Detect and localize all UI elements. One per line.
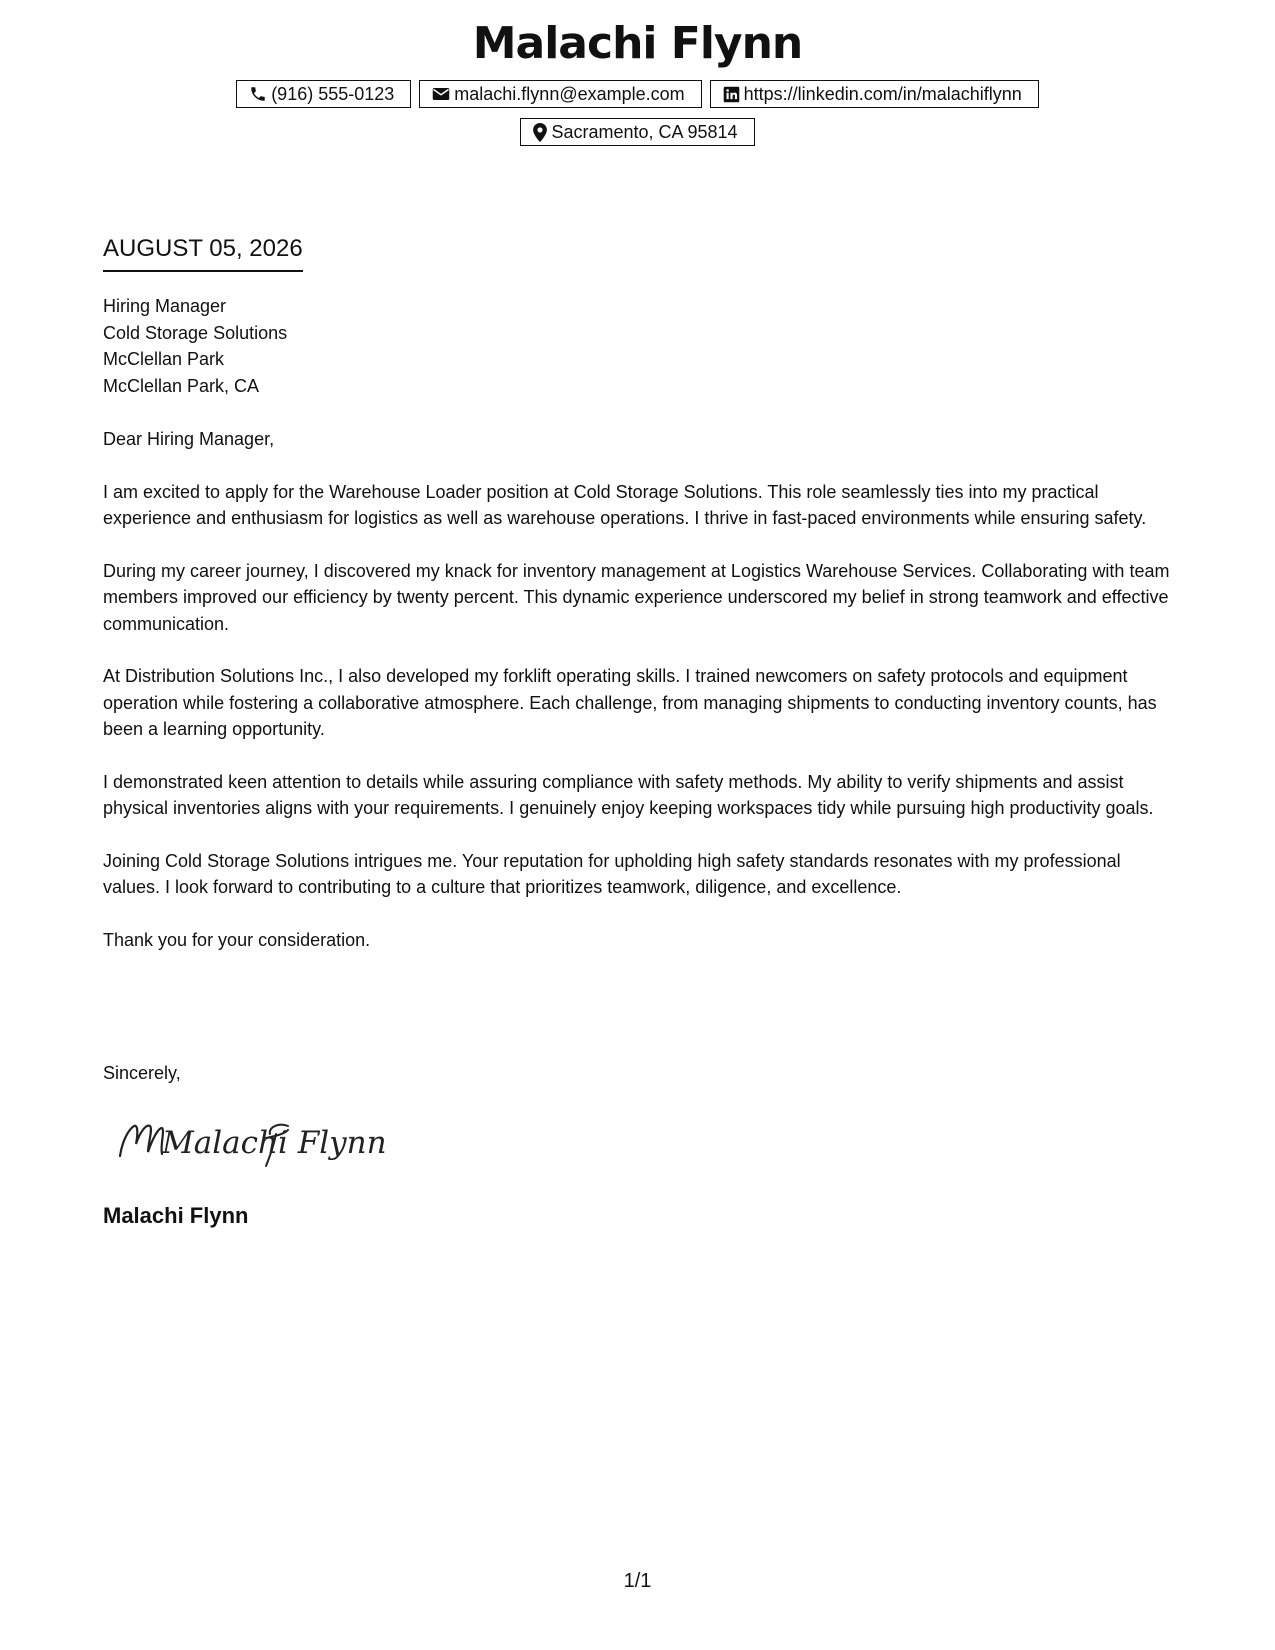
body-paragraph: At Distribution Solutions Inc., I also developed my forklift operating skills. I trained newcomers on safety protocols and equipment operation while fostering a collaborative atmosphere. Each challenge, from managing shipments to conducting inventory counts, has been a learning opportunity. <box>103 666 1157 739</box>
salutation: Dear Hiring Manager, <box>103 429 275 449</box>
envelope-icon <box>432 86 450 102</box>
applicant-name: Malachi Flynn <box>472 18 803 69</box>
page-indicator: 1/1 <box>623 1570 652 1592</box>
email-chip <box>419 80 701 108</box>
phone-text: (916) 555-0123 <box>271 83 395 104</box>
body-paragraph: I demonstrated keen attention to details while assuring compliance with safety methods. My ability to verify shipments and assist physical inventories aligns with your requirements. I genuinely enjoy keeping workspaces tidy while pursuing high productivity goals. <box>103 771 1154 818</box>
linkedin-text: https://linkedin.com/in/malachiflynn <box>743 83 1022 104</box>
phone-icon <box>249 85 267 103</box>
email-text: malachi.flynn@example.com <box>454 83 685 104</box>
location-text: Sacramento, CA 95814 <box>551 121 738 142</box>
recipient-company: Cold Storage Solutions <box>103 322 288 343</box>
recipient-title: Hiring Manager <box>103 296 227 316</box>
phone-chip <box>236 80 411 108</box>
thank-you-line: Thank you for your consideration. <box>103 929 371 950</box>
body-paragraph: I am excited to apply for the Warehouse Loader position at Cold Storage Solutions. This role seamlessly ties into my practical experience and enthusiasm for logistics as well as warehouse operations. I thrive in fast-paced environments while ensuring safety. <box>103 481 1147 528</box>
signer-name: Malachi Flynn <box>103 1203 249 1228</box>
map-pin-icon <box>533 123 547 142</box>
contact-row-secondary <box>0 118 1275 146</box>
letter-date: AUGUST 05, 2026 <box>103 234 303 272</box>
closing: Sincerely, <box>103 1063 181 1083</box>
location-chip <box>520 118 754 146</box>
linkedin-chip <box>710 80 1039 108</box>
body-paragraph: Joining Cold Storage Solutions intrigues me. Your reputation for upholding high safety standards resonates with my professional values. I look forward to contributing to a culture that prioritizes teamwork, diligence, and excellence. <box>103 850 1121 897</box>
recipient-address-line1: McClellan Park <box>103 349 225 369</box>
body-paragraph: During my career journey, I discovered my knack for inventory management at Logistics Warehouse Services. Collaborating with team members improved our efficiency by twenty percent. This dynamic experience underscored my belief in strong teamwork and effective communication. <box>103 560 1170 634</box>
signature-text: Malachi Flynn <box>162 1125 387 1161</box>
linkedin-icon <box>723 86 740 103</box>
contact-row <box>0 80 1275 108</box>
handwritten-signature <box>118 1112 387 1177</box>
recipient-address-line2: McClellan Park, CA <box>103 375 260 396</box>
recipient-block <box>103 293 287 399</box>
letter-body <box>103 426 1173 979</box>
